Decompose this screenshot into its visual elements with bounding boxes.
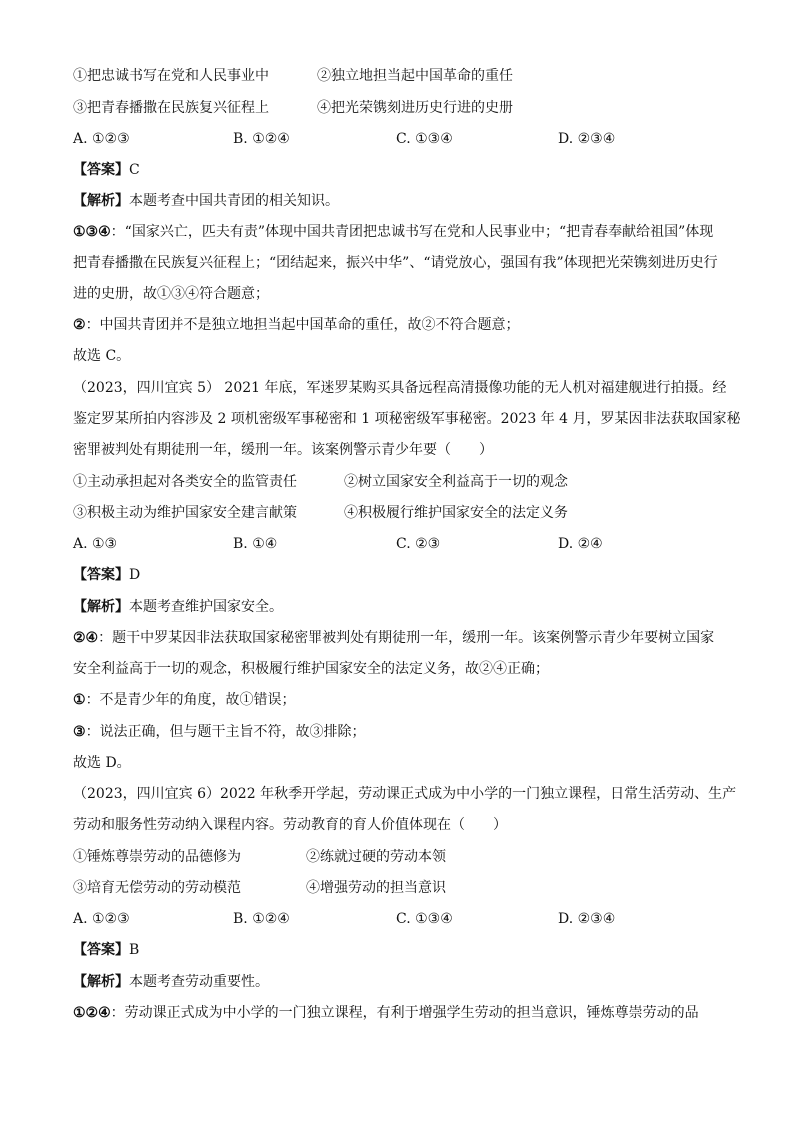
- analysis-head: ①③④: [73, 224, 111, 240]
- q5-choice-d: D. ②④: [558, 536, 603, 552]
- analysis-head: ②: [73, 317, 86, 333]
- analysis-text: ：中国共青团并不是独立地担当起中国革命的重任，故②不符合题意；: [85, 317, 520, 333]
- q5-option-2: ②树立国家安全利益高于一切的观念: [344, 474, 568, 490]
- q5-conclusion: 故选 D。: [73, 755, 131, 771]
- analysis-intro-text: 本题考查中国共青团的相关知识。: [129, 193, 339, 209]
- q6-choices: [73, 909, 734, 929]
- q5-stem-line2: 鉴定罗某所拍内容涉及 2 项机密级军事秘密和 1 项秘密级军事秘密。2023 年 4 月，罗某因非法获取国家秘: [73, 411, 741, 427]
- q4-conclusion: 故选 C。: [73, 348, 131, 364]
- answer-tag: 【答案】: [73, 942, 129, 958]
- q4-analysis-line4: [73, 315, 734, 335]
- q4-choice-b: B. ①②④: [233, 131, 290, 147]
- q5-answer: [73, 565, 734, 585]
- answer-tag: 【答案】: [73, 162, 129, 178]
- answer-tag: 【答案】: [73, 567, 129, 583]
- q6-analysis-intro: [73, 972, 734, 992]
- analysis-tag: 【解析】: [73, 974, 129, 990]
- q6-choice-d: D. ②③④: [558, 911, 616, 927]
- q6-answer: [73, 940, 734, 960]
- q4-option-4: ④把光荣镌刻进历史行进的史册: [317, 100, 513, 116]
- q4-option-1: ①把忠诚书写在党和人民事业中: [73, 68, 269, 84]
- analysis-text: ：劳动课正式成为中小学的一门独立课程，有利于增强学生劳动的担当意识，锤炼尊崇劳动的品: [110, 1005, 699, 1021]
- analysis-head: ①: [73, 692, 86, 708]
- q4-choice-a: A. ①②③: [73, 131, 130, 147]
- answer-value: D: [129, 567, 141, 583]
- q5-analysis-line3: [73, 690, 734, 710]
- q6-options-row1: [73, 847, 734, 867]
- q4-answer: [73, 160, 734, 180]
- q5-option-3: ③积极主动为维护国家安全建言献策: [73, 505, 297, 521]
- analysis-intro-text: 本题考查劳动重要性。: [129, 974, 269, 990]
- q6-stem-line2: 劳动和服务性劳动纳入课程内容。劳动教育的育人价值体现在（ ）: [73, 817, 507, 833]
- q6-options-row2: [73, 878, 734, 898]
- analysis-tag: 【解析】: [73, 599, 129, 615]
- q4-choices: [73, 129, 734, 149]
- analysis-head: ①②④: [73, 1005, 111, 1021]
- q4-options-row1: [73, 66, 734, 86]
- q5-option-1: ①主动承担起对各类安全的监管责任: [73, 474, 297, 490]
- q4-choice-d: D. ②③④: [558, 131, 616, 147]
- q5-choice-a: A. ①③: [73, 536, 118, 552]
- analysis-head: ③: [73, 724, 86, 740]
- analysis-text: ：题干中罗某因非法获取国家秘密罪被判处有期徒刑一年，缓刑一年。该案例警示青少年要树立国家: [98, 630, 715, 646]
- q4-analysis-line1: [73, 222, 734, 242]
- q5-choices: [73, 534, 734, 554]
- analysis-head: ②④: [73, 630, 99, 646]
- analysis-text: ：“国家兴亡，匹夫有责”体现中国共青团把忠诚书写在党和人民事业中；“把青春奉献给祖国”体现: [110, 224, 714, 240]
- q6-stem-line1: （2023，四川宜宾 6）2022 年秋季开学起，劳动课正式成为中小学的一门独立课程，日常生活劳动、生产: [73, 786, 737, 802]
- q5-analysis-line4: [73, 722, 734, 742]
- q6-option-3: ③培育无偿劳动的劳动模范: [73, 880, 241, 896]
- q4-options-row2: [73, 98, 734, 118]
- analysis-tag: 【解析】: [73, 193, 129, 209]
- q5-options-row2: [73, 503, 734, 523]
- analysis-text: ：不是青少年的角度，故①错误；: [85, 692, 296, 708]
- q5-stem-line1: （2023，四川宜宾 5） 2021 年底，军迷罗某购买具备远程高清摄像功能的无人机对福建舰进行拍摄。经: [73, 380, 727, 396]
- q4-option-2: ②独立地担当起中国革命的重任: [317, 68, 513, 84]
- q4-analysis-line2: 把青春播撒在民族复兴征程上；“团结起来，振兴中华”、“请党放心，强国有我”体现把光荣镌刻进历史行: [73, 255, 718, 271]
- q5-choice-b: B. ①④: [233, 536, 278, 552]
- q5-choice-c: C. ②③: [396, 536, 441, 552]
- analysis-text: ：说法正确，但与题干主旨不符，故③排除；: [85, 724, 366, 740]
- q5-analysis-intro: [73, 597, 734, 617]
- q6-choice-a: A. ①②③: [73, 911, 130, 927]
- q5-stem-line3: 密罪被判处有期徒刑一年，缓刑一年。该案例警示青少年要（ ）: [73, 442, 493, 458]
- q5-analysis-line1: [73, 628, 734, 648]
- q4-option-3: ③把青春播撒在民族复兴征程上: [73, 100, 269, 116]
- q4-choice-c: C. ①③④: [396, 131, 453, 147]
- q5-option-4: ④积极履行维护国家安全的法定义务: [344, 505, 568, 521]
- q6-choice-c: C. ①③④: [396, 911, 453, 927]
- q4-analysis-intro: [73, 191, 734, 211]
- answer-value: B: [129, 942, 140, 958]
- analysis-intro-text: 本题考查维护国家安全。: [129, 599, 283, 615]
- q6-option-4: ④增强劳动的担当意识: [306, 880, 446, 896]
- q6-choice-b: B. ①②④: [233, 911, 290, 927]
- q6-option-2: ②练就过硬的劳动本领: [306, 849, 446, 865]
- q5-options-row1: [73, 472, 734, 492]
- answer-value: C: [129, 162, 140, 178]
- q5-analysis-line2: 安全利益高于一切的观念，积极履行维护国家安全的法定义务，故②④正确；: [73, 661, 549, 677]
- q6-analysis-line1: [73, 1003, 734, 1023]
- q4-analysis-line3: 进的史册，故①③④符合题意；: [73, 286, 269, 302]
- q6-option-1: ①锤炼尊崇劳动的品德修为: [73, 849, 241, 865]
